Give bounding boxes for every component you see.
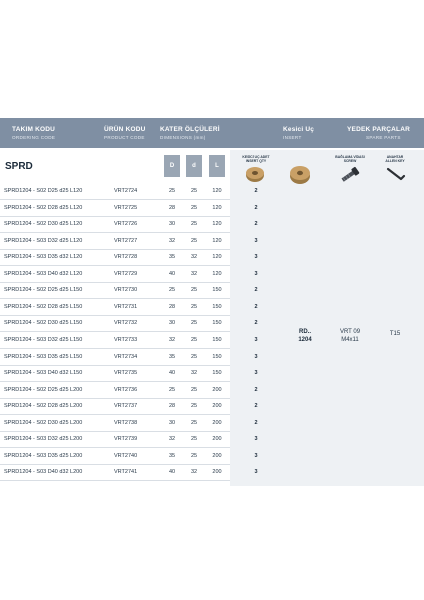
- dim-d-cell: 25: [190, 221, 198, 228]
- ordering-code-cell: SPRD1204 - S03 D35 d25 L200: [4, 452, 83, 459]
- product-code-cell: VRT2741: [114, 469, 138, 476]
- dim-D-cell: 28: [168, 303, 176, 310]
- dim-D-cell: 32: [168, 336, 176, 343]
- dim-D-cell: 32: [168, 237, 176, 244]
- row-divider: [0, 480, 230, 481]
- dim-d-cell: 25: [190, 336, 198, 343]
- dim-d-cell: 25: [190, 403, 198, 410]
- insert-qty-label: KESİCİ UÇ ADET INSERT QTY: [242, 155, 270, 163]
- dim-D-cell: 32: [168, 436, 176, 443]
- dim-d-cell: 25: [190, 419, 198, 426]
- dim-L-cell: 150: [212, 303, 222, 310]
- header-insert-title: Kesici Uç: [283, 126, 315, 133]
- product-code-cell: VRT2736: [114, 386, 138, 393]
- dim-D-cell: 30: [168, 320, 176, 327]
- insert-qty-cell: 3: [254, 336, 258, 343]
- header-ordering-code-sub: ORDERING CODE: [12, 135, 56, 140]
- dim-D-cell: 35: [168, 353, 176, 360]
- dim-L-cell: 120: [212, 221, 222, 228]
- insert-qty-cell: 2: [254, 221, 258, 228]
- insert-qty-cell: 2: [254, 303, 258, 310]
- ordering-code-cell: SPRD1204 - S03 D32 d25 L200: [4, 436, 83, 443]
- dim-d-cell: 25: [190, 188, 198, 194]
- insert-qty-cell: 3: [254, 237, 258, 244]
- table-row: [0, 315, 258, 331]
- dim-D-cell: 28: [168, 403, 176, 410]
- header-dimensions-title: KATER ÖLÇÜLERİ: [160, 126, 220, 133]
- product-code-cell: VRT2726: [114, 221, 138, 228]
- dim-D-cell: 25: [168, 386, 176, 393]
- product-code-cell: VRT2739: [114, 436, 138, 443]
- dim-D-cell: 30: [168, 221, 176, 228]
- insert-qty-cell: 3: [254, 436, 258, 443]
- ordering-code-cell: SPRD1204 - S02 D25 d25 L120: [4, 188, 83, 194]
- table-row: [0, 200, 258, 216]
- dim-d-cell: 25: [190, 320, 198, 327]
- table-row: [0, 299, 258, 315]
- dim-d-cell: 25: [190, 287, 198, 294]
- table-row: [0, 282, 258, 298]
- dim-d-cell: 25: [190, 436, 198, 443]
- ordering-code-cell: SPRD1204 - S03 D40 d32 L120: [4, 270, 83, 277]
- table-row: [0, 216, 258, 232]
- round-insert-icon: [288, 163, 312, 185]
- dim-d-cell: 25: [190, 452, 198, 459]
- product-code-cell: VRT2733: [114, 336, 138, 343]
- table-row: [0, 464, 258, 480]
- ordering-code-cell: SPRD1204 - S02 D25 d25 L200: [4, 386, 83, 393]
- dim-D-cell: 30: [168, 419, 176, 426]
- insert-qty-cell: 3: [254, 353, 258, 360]
- ordering-code-cell: SPRD1204 - S02 D30 d25 L150: [4, 320, 83, 327]
- dim-D-cell: 28: [168, 204, 176, 211]
- product-code-cell: VRT2734: [114, 353, 138, 360]
- table-row: [0, 233, 258, 249]
- insert-code: RD.. 1204: [298, 329, 312, 343]
- ordering-code-cell: SPRD1204 - S03 D35 d25 L150: [4, 353, 83, 360]
- dim-d-cell: 25: [190, 204, 198, 211]
- dim-d-cell: 32: [190, 370, 198, 377]
- insert-qty-cell: 2: [254, 386, 258, 393]
- insert-qty-cell: 2: [254, 188, 258, 194]
- dim-d-cell: 25: [190, 353, 198, 360]
- dim-L-cell: 200: [212, 452, 222, 459]
- header-dimensions-sub: DIMENSIONS (mm): [160, 135, 206, 140]
- ordering-code-cell: SPRD1204 - S02 D28 d25 L200: [4, 403, 83, 410]
- dim-D-cell: 40: [168, 469, 176, 476]
- table-row: [0, 398, 258, 414]
- round-insert-small-icon: [244, 165, 266, 183]
- dim-L-cell: 200: [212, 403, 222, 410]
- dim-L-cell: 150: [212, 370, 222, 377]
- dim-D-cell: 40: [168, 270, 176, 277]
- table-header: [0, 118, 424, 148]
- header-product-code-title: ÜRÜN KODU: [104, 126, 146, 133]
- dim-L-cell: 120: [212, 270, 222, 277]
- table-row: [0, 365, 258, 381]
- product-code-cell: VRT2740: [114, 452, 138, 459]
- dim-L-cell: 120: [212, 204, 222, 211]
- insert-qty-cell: 2: [254, 204, 258, 211]
- header-ordering-code-title: TAKIM KODU: [12, 126, 56, 133]
- dim-L-cell: 150: [212, 287, 222, 294]
- ordering-code-cell: SPRD1204 - S02 D30 d25 L120: [4, 221, 83, 228]
- ordering-code-cell: SPRD1204 - S02 D30 d25 L200: [4, 419, 83, 426]
- product-code-cell: VRT2730: [114, 287, 138, 294]
- dim-D-cell: 25: [168, 287, 176, 294]
- table-row: [0, 431, 258, 447]
- product-code-cell: VRT2738: [114, 419, 138, 426]
- table-row: [0, 448, 258, 464]
- dim-L-cell: 200: [212, 419, 222, 426]
- dim-D-cell: 40: [168, 370, 176, 377]
- table-row: [0, 415, 258, 431]
- product-code-cell: VRT2732: [114, 320, 138, 327]
- dim-d-cell: 32: [190, 469, 198, 476]
- header-spare-parts-title: YEDEK PARÇALAR: [347, 126, 410, 133]
- insert-qty-cell: 2: [254, 320, 258, 327]
- insert-qty-cell: 3: [254, 254, 258, 261]
- insert-qty-cell: 2: [254, 403, 258, 410]
- dim-D-cell: 25: [168, 188, 176, 194]
- screw-label: BAĞLAMA VİDASI SCREW: [335, 155, 365, 163]
- dim-d-cell: 25: [190, 303, 198, 310]
- dim-header-d: d: [186, 155, 202, 177]
- table-row: [0, 183, 258, 199]
- table-row: [0, 332, 258, 348]
- dim-D-cell: 35: [168, 452, 176, 459]
- dim-L-cell: 200: [212, 436, 222, 443]
- dim-L-cell: 120: [212, 237, 222, 244]
- insert-qty-cell: 3: [254, 370, 258, 377]
- dim-L-cell: 150: [212, 336, 222, 343]
- insert-qty-cell: 2: [254, 287, 258, 294]
- dim-d-cell: 32: [190, 254, 198, 261]
- insert-qty-cell: 3: [254, 469, 258, 476]
- insert-qty-cell: 3: [254, 452, 258, 459]
- product-code-cell: VRT2731: [114, 303, 138, 310]
- series-title: SPRD: [5, 161, 33, 172]
- ordering-code-cell: SPRD1204 - S03 D32 d25 L150: [4, 336, 83, 343]
- header-product-code-sub: PRODUCT CODE: [104, 135, 145, 140]
- dim-L-cell: 200: [212, 386, 222, 393]
- dim-L-cell: 150: [212, 353, 222, 360]
- allen-key-code: T15: [389, 331, 401, 337]
- table-row: [0, 349, 258, 365]
- ordering-code-cell: SPRD1204 - S02 D28 d25 L150: [4, 303, 83, 310]
- ordering-code-cell: SPRD1204 - S03 D32 d25 L120: [4, 237, 83, 244]
- product-code-cell: VRT2735: [114, 370, 138, 377]
- insert-qty-cell: 2: [254, 419, 258, 426]
- product-code-cell: VRT2737: [114, 403, 138, 410]
- dim-header-L: L: [209, 155, 225, 177]
- table-row: [0, 266, 258, 282]
- header-insert-sub: INSERT: [283, 135, 302, 140]
- ordering-code-cell: SPRD1204 - S02 D25 d25 L150: [4, 287, 83, 294]
- dim-d-cell: 32: [190, 270, 198, 277]
- table-row: [0, 382, 258, 398]
- dim-header-D: D: [164, 155, 180, 177]
- allen-key-label: ANAHTAR ALLEN KEY: [385, 155, 405, 163]
- product-code-cell: VRT2727: [114, 237, 138, 244]
- ordering-code-cell: SPRD1204 - S02 D28 d25 L120: [4, 204, 83, 211]
- product-code-cell: VRT2724: [114, 188, 138, 194]
- insert-qty-cell: 3: [254, 270, 258, 277]
- allen-key-icon: [385, 165, 407, 185]
- header-spare-parts-sub: SPARE PARTS: [366, 135, 401, 140]
- dim-L-cell: 150: [212, 320, 222, 327]
- ordering-code-cell: SPRD1204 - S03 D40 d32 L150: [4, 370, 83, 377]
- dim-d-cell: 25: [190, 237, 198, 244]
- dim-d-cell: 25: [190, 386, 198, 393]
- screw-icon: [339, 166, 361, 184]
- dim-D-cell: 35: [168, 254, 176, 261]
- dim-L-cell: 120: [212, 254, 222, 261]
- table-row: [0, 249, 258, 265]
- dim-L-cell: 200: [212, 469, 222, 476]
- product-code-cell: VRT2728: [114, 254, 138, 261]
- product-code-cell: VRT2729: [114, 270, 138, 277]
- ordering-code-cell: SPRD1204 - S03 D35 d32 L120: [4, 254, 83, 261]
- dim-L-cell: 120: [212, 188, 222, 194]
- product-code-cell: VRT2725: [114, 204, 138, 211]
- screw-code: VRT 09 M4x11: [339, 329, 361, 343]
- ordering-code-cell: SPRD1204 - S03 D40 d32 L200: [4, 469, 83, 476]
